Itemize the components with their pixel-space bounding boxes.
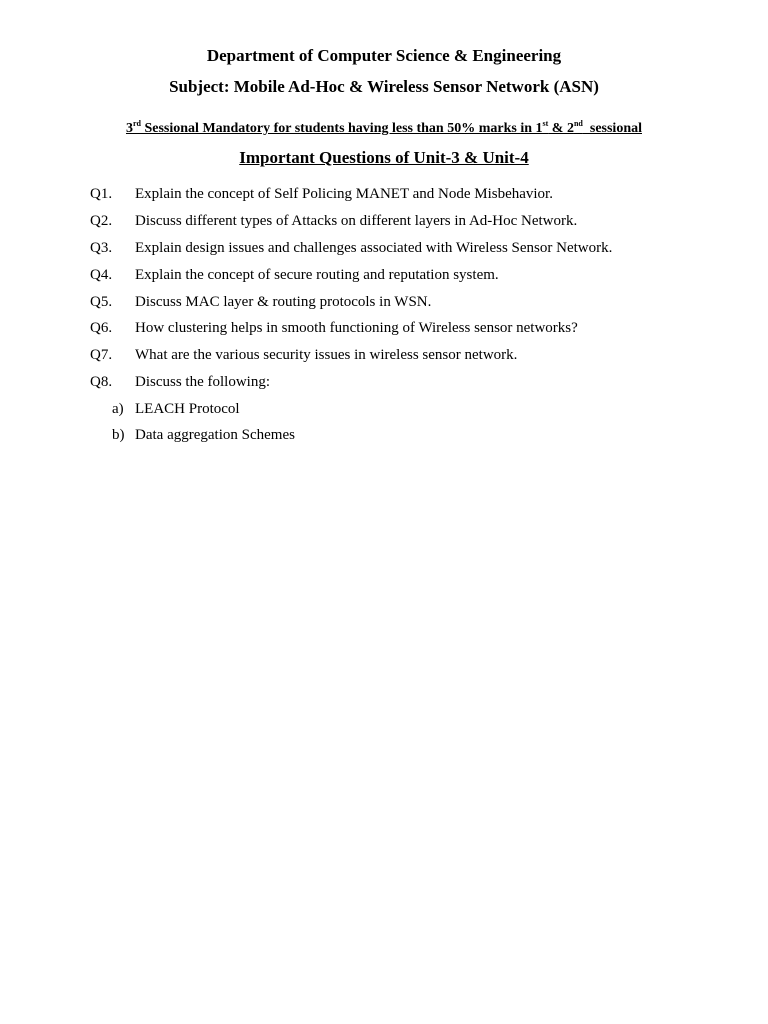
sessional-sup-rd: rd — [132, 119, 141, 128]
question-number: Q4. — [90, 267, 113, 283]
question-text: Explain the concept of Self Policing MANET and Node Misbehavior. — [135, 186, 553, 202]
question-text: How clustering helps in smooth functioning of Wireless sensor networks? — [135, 320, 578, 336]
sessional-sup-st: st — [542, 119, 549, 128]
question-item — [0, 374, 768, 394]
sessional-note — [0, 121, 768, 137]
question-item — [0, 213, 768, 233]
question-text: What are the various security issues in wireless sensor network. — [135, 347, 518, 363]
sub-item-marker: a) — [112, 401, 124, 417]
important-questions-title: Important Questions of Unit-3 & Unit-4 — [239, 148, 529, 167]
sessional-text-1: Sessional Mandatory for students having less than 50% marks in 1 — [140, 121, 543, 136]
question-text: Explain design issues and challenges associated with Wireless Sensor Network. — [135, 240, 613, 256]
sub-item — [0, 427, 768, 447]
sessional-text-2: & 2 — [548, 121, 574, 136]
question-item — [0, 347, 768, 367]
question-item — [0, 320, 768, 340]
question-item — [0, 240, 768, 260]
sub-item — [0, 401, 768, 421]
question-text: Discuss MAC layer & routing protocols in WSN. — [135, 294, 432, 310]
question-number: Q8. — [90, 374, 113, 390]
sub-item-text: LEACH Protocol — [135, 401, 240, 417]
question-number: Q1. — [90, 186, 113, 202]
question-item — [0, 186, 768, 206]
question-text: Explain the concept of secure routing and reputation system. — [135, 267, 499, 283]
question-number: Q3. — [90, 240, 113, 256]
question-text: Discuss the following: — [135, 374, 270, 390]
question-item — [0, 294, 768, 314]
question-item — [0, 267, 768, 287]
department-heading: Department of Computer Science & Engineering — [206, 46, 562, 65]
sub-item-text: Data aggregation Schemes — [135, 427, 295, 443]
sessional-num: 3 — [125, 121, 133, 136]
question-number: Q5. — [90, 294, 113, 310]
sessional-text-3: sessional — [582, 121, 642, 136]
sessional-sup-nd: nd — [573, 119, 583, 128]
question-text: Discuss different types of Attacks on different layers in Ad-Hoc Network. — [135, 213, 578, 229]
question-number: Q7. — [90, 347, 113, 363]
question-number: Q6. — [90, 320, 113, 336]
sessional-note-text — [126, 121, 642, 136]
question-number: Q2. — [90, 213, 113, 229]
sub-item-marker: b) — [112, 427, 125, 443]
subject-heading: Subject: Mobile Ad-Hoc & Wireless Sensor Network (ASN) — [169, 77, 599, 96]
